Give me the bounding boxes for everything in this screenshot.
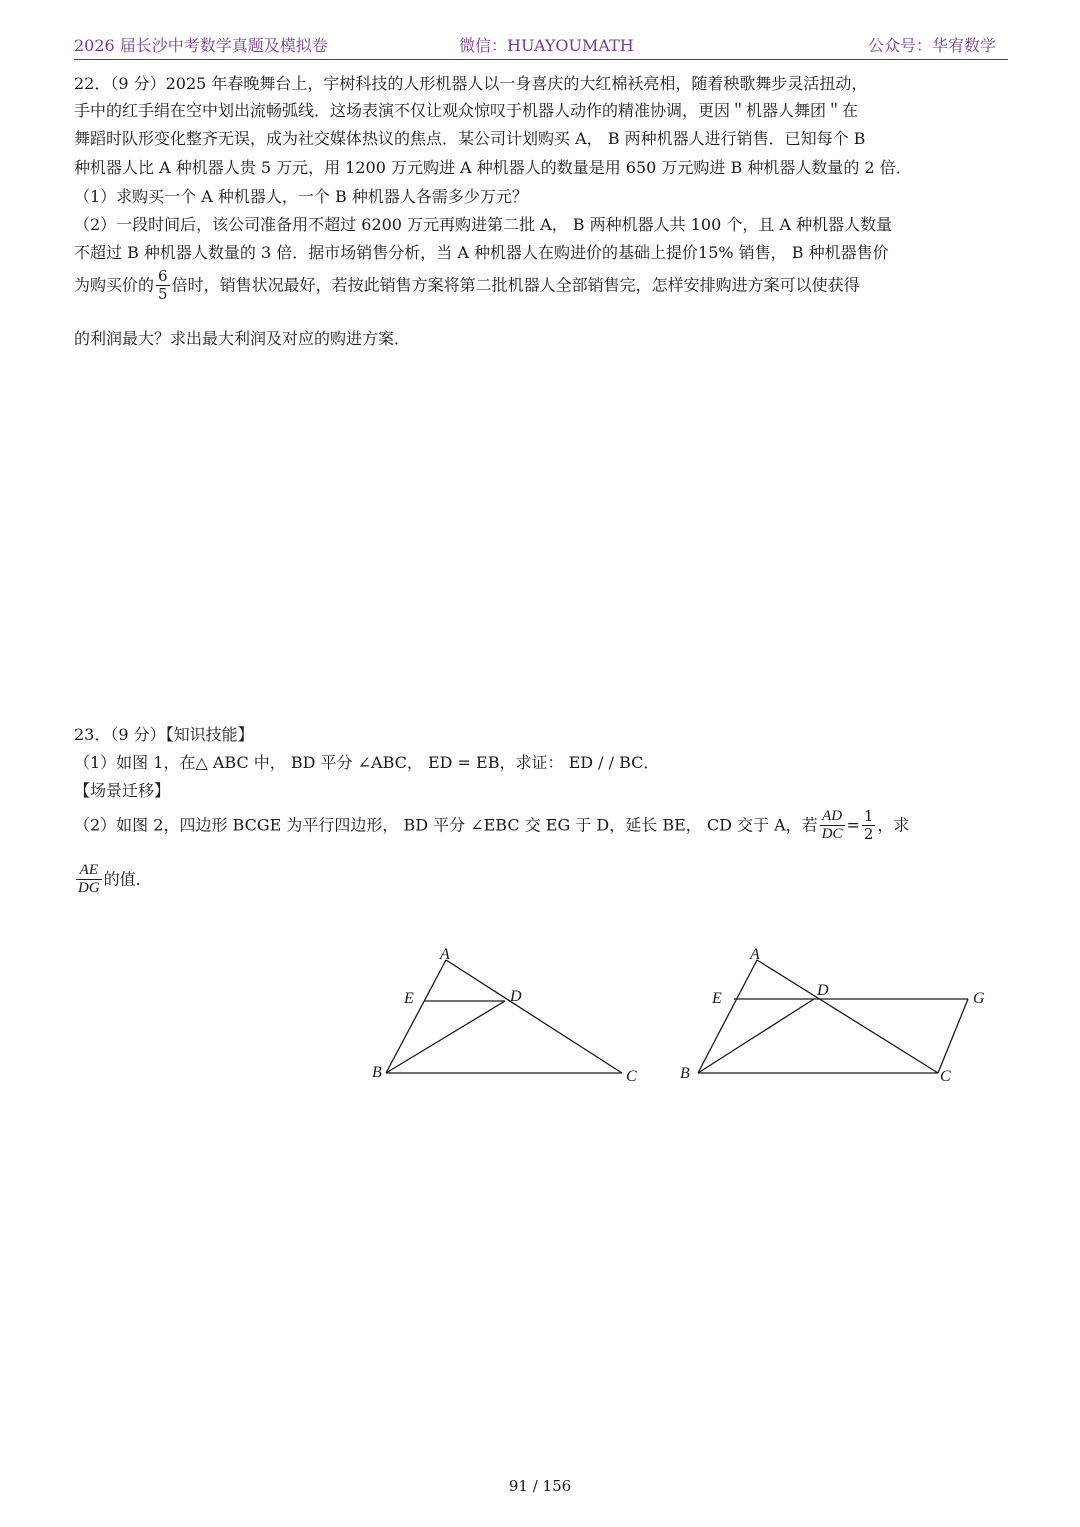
label-d: D xyxy=(510,988,522,1005)
q22-part-1: （1）求购买一个 A 种机器人，一个 B 种机器人各需多少万元？ xyxy=(74,187,528,206)
q22-text-before-fraction: 为购买价的 xyxy=(74,275,155,295)
q22-part-2-line-1: （2）一段时间后，该公司准备用不超过 6200 万元再购进第二批 A， B 两种机器人共 100 个，且 A 种机器人数量 xyxy=(74,215,893,234)
segment-ab xyxy=(698,960,757,1073)
q22-line-3: 舞蹈时队形变化整齐无误，成为社交媒体热议的焦点．某公司计划购买 A， B 两种机器人进行销售．已知每个 B xyxy=(74,129,866,148)
fraction-numerator: AD xyxy=(820,808,845,826)
q23-title: 23．（9 分）【知识技能】 xyxy=(74,725,254,744)
label-e: E xyxy=(712,990,722,1007)
header-divider xyxy=(74,59,1008,60)
fraction-ae-over-dg xyxy=(76,862,102,898)
q22-part-2-line-2: 不超过 B 种机器人数量的 3 倍．据市场销售分析，当 A 种机器人在购进价的基础上提价15% 销售， B 种机器售价 xyxy=(74,243,889,262)
q22-line-1: 22．（9 分）2025 年春晚舞台上，宇树科技的人形机器人以一身喜庆的大红棉袄亮相，随着秧歌舞步灵活扭动， xyxy=(74,74,868,93)
q23-part-2-line-1 xyxy=(74,808,1008,844)
fraction-numerator: 6 xyxy=(158,267,168,285)
q23-section-label: 【场景迁移】 xyxy=(74,781,171,800)
q23-part-1: （1）如图 1，在△ ABC 中， BD 平分 ∠ABC， ED = EB，求证： ED / / BC． xyxy=(74,753,660,772)
q23-part-2-text: （2）如图 2，四边形 BCGE 为平行四边形， BD 平分 ∠EBC 交 EG 于 D，延长 BE， CD 交于 A，若 xyxy=(74,815,818,835)
fraction-six-fifths xyxy=(156,268,170,304)
page-header xyxy=(74,33,1008,59)
header-title: 2026 届长沙中考数学真题及模拟卷 xyxy=(74,36,328,55)
figure-2-parallelogram xyxy=(670,935,1010,1095)
q22-part-2-line-3 xyxy=(74,268,1008,304)
segment-bd xyxy=(698,999,814,1073)
fraction-numerator: AE xyxy=(76,862,102,880)
label-c: C xyxy=(626,1068,637,1085)
label-a: A xyxy=(440,946,450,963)
q22-part-2-line-4: 的利润最大？求出最大利润及对应的购进方案． xyxy=(74,329,411,348)
equals-sign: = xyxy=(846,815,860,835)
fraction-denominator: 5 xyxy=(158,285,168,304)
fraction-denominator: DG xyxy=(78,880,100,897)
label-d: D xyxy=(817,982,829,999)
fraction-one-half xyxy=(862,808,876,844)
label-b: B xyxy=(372,1064,382,1081)
q22-line-2: 手中的红手绢在空中划出流畅弧线．这场表演不仅让观众惊叹于机器人动作的精准协调，更因＂机器人舞团＂在 xyxy=(74,101,859,120)
header-account: 公众号：华宥数学 xyxy=(867,36,996,55)
segment-bd xyxy=(386,1001,505,1073)
label-g: G xyxy=(973,990,985,1007)
segment-ac xyxy=(446,960,622,1073)
page-number: 91 / 156 xyxy=(508,1477,572,1495)
fraction-ad-over-dc xyxy=(820,808,845,844)
segment-ac xyxy=(757,960,938,1073)
q22-text-after-fraction: 倍时，销售状况最好，若按此销售方案将第二批机器人全部销售完，怎样安排购进方案可以使获得 xyxy=(171,275,860,295)
header-wechat: 微信：HUAYOUMATH xyxy=(459,36,634,55)
q23-part-2-tail: ，求 xyxy=(877,815,910,835)
fraction-denominator: DC xyxy=(821,826,843,843)
label-e: E xyxy=(404,990,414,1007)
q22-line-4: 种机器人比 A 种机器人贵 5 万元，用 1200 万元购进 A 种机器人的数量是用 650 万元购进 B 种机器人数量的 2 倍． xyxy=(74,158,912,177)
segment-ab xyxy=(386,960,446,1073)
figure-1-triangle xyxy=(360,935,660,1095)
q23-part-2-ending: 的值． xyxy=(103,869,152,889)
segment-gc xyxy=(938,999,968,1073)
q23-part-2-line-2 xyxy=(74,862,1008,898)
fraction-denominator: 2 xyxy=(863,825,874,844)
label-b: B xyxy=(680,1065,690,1082)
fraction-numerator: 1 xyxy=(863,807,874,825)
label-a: A xyxy=(750,946,760,963)
label-c: C xyxy=(940,1068,951,1085)
